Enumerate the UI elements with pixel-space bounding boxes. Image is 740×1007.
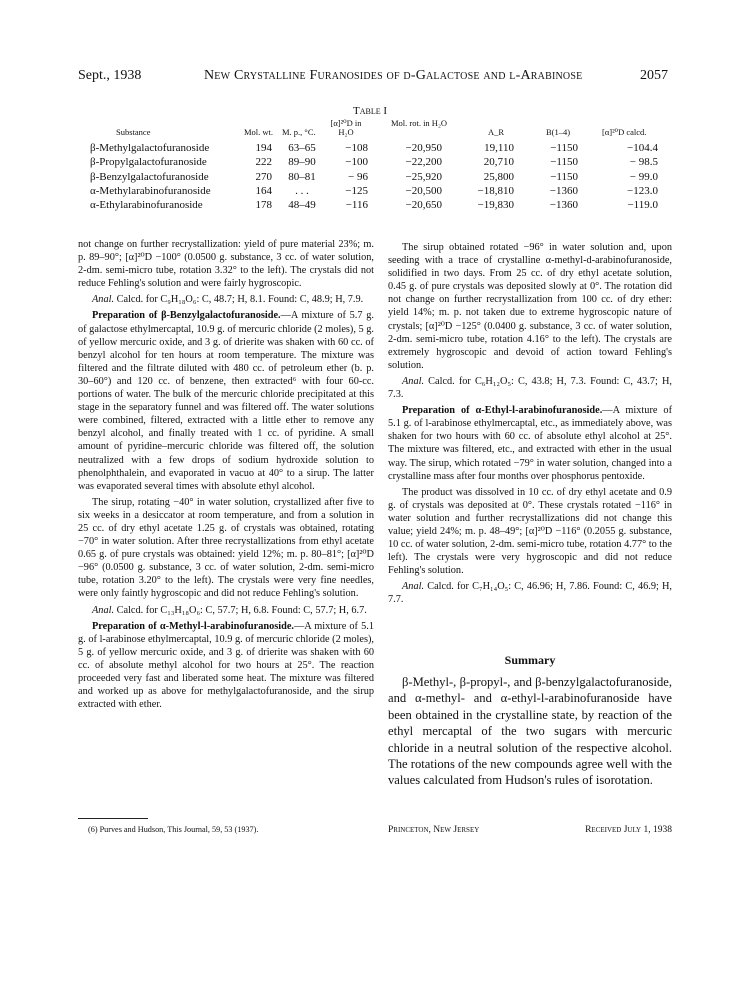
- left-column: [78, 238, 374, 711]
- table-cell-ar: −19,830: [477, 199, 514, 212]
- section-heading: Preparation of β-Benzylgalactofuranoside.: [92, 310, 281, 322]
- table-row: [90, 156, 670, 169]
- table-cell-molrot: −25,920: [405, 170, 442, 183]
- table-cell-rotation: −108: [345, 142, 368, 154]
- table-cell-substance: β-Benzylgalactofuranoside: [90, 170, 209, 183]
- body-paragraph: The sirup obtained rotated −96° in water solution and, upon seeding with a trace of crystalline α-methyl-d-arabinofuranoside, solidified in two days. From 25 cc. of dry ethyl acetate solution, 0.45 g. of pure crystals was deposited slowly at 0°. The rotation did not change on further recrystallization from 100 cc. of dry ether: yield 14%; m. p. not taken due to extreme hygroscopic nature of crystals; [α]²⁰D −125° (0.0400 g. substance, 3 cc. of water solution, 2-dm. semi-micro tube, rotation 4.16° to the left). The crystals are extremely hygroscopic and devoid of action toward Fehling's solution.: [388, 242, 672, 371]
- table-cell-substance: β-Methylgalactofuranoside: [90, 142, 210, 154]
- summary-body: [388, 674, 672, 789]
- table-cell-molrot: −20,950: [405, 142, 442, 154]
- analysis-label: Anal.: [92, 604, 115, 616]
- section-paragraph: [78, 309, 374, 492]
- analysis-line: [388, 580, 672, 606]
- table-cell-ar: 19,110: [484, 142, 514, 154]
- table-cell-rotation: −125: [345, 184, 368, 197]
- table-cell-calcd: − 99.0: [629, 170, 658, 183]
- table-cell-ar: 20,710: [483, 156, 514, 169]
- table-cell-b14: −1360: [549, 184, 578, 197]
- body-paragraph: The product was dissolved in 10 cc. of dry ethyl acetate and 0.9 g. of crystals was deposited at 0°. These crystals rotated −116° in water solution and further recrystallizations did not change this value; yield 24%; m. p. 48–49°; [α]²⁰D −116° (0.2055 g. substance, 10 cc. of water solution, 2-dm. semi-micro tube, rotation 4.77° to the left). The crystals were very hygroscopic and did not reduce Fehling's solution.: [388, 486, 672, 577]
- analysis-line: [78, 604, 374, 617]
- table-cell-b14: −1150: [550, 170, 578, 183]
- analysis-line: [388, 375, 672, 401]
- table-row: [90, 171, 670, 184]
- table-caption: Table I: [352, 105, 388, 117]
- table-cell-b14: −1360: [549, 199, 578, 212]
- footnote: (6) Purves and Hudson, This Journal, 59, 53 (1937).: [88, 825, 259, 834]
- section-text: —A mixture of 5.1 g. of l-arabinose ethylmercaptal, etc., as immediately above, was shaken for two hours with 60 cc. of absolute ethyl alcohol at 25°. The mixture was filtered, etc., and extracted with ether in the usual way. The sirup, which rotated −79° in water solution, changed into a crystalline mass after four months over phosphorus pentoxide.: [388, 405, 672, 482]
- table-header-calcd: [α]²⁰D calcd.: [602, 127, 647, 137]
- table-cell-rotation: −116: [345, 199, 368, 212]
- table-row: [90, 199, 670, 212]
- analysis-label: Anal.: [402, 375, 425, 387]
- table-cell-molwt: 164: [255, 184, 272, 197]
- table-header-molwt: Mol. wt.: [244, 127, 274, 137]
- right-column: [388, 238, 672, 607]
- signoff-received: Received July 1, 1938: [585, 825, 672, 835]
- table-header-b14: B(1–4): [546, 127, 571, 137]
- table-header-substance: Substance: [116, 127, 151, 137]
- analysis-text: Calcd. for C₁₃H₁₈O₆: C, 57.7; H, 6.8. Found: C, 57.7; H, 6.7.: [116, 604, 367, 616]
- table-header-molrot: Mol. rot. in H₂O: [390, 118, 448, 128]
- analysis-text: Calcd. for C₆H₁₂O₅: C, 43.8; H, 7.3. Found: C, 43.7; H, 7.3.: [388, 375, 673, 401]
- section-paragraph: [388, 404, 672, 483]
- table-cell-b14: −1150: [550, 142, 578, 154]
- section-heading: Preparation of α-Ethyl-l-arabinofuranoside.: [402, 405, 603, 417]
- table-cell-calcd: − 98.5: [629, 156, 658, 169]
- section-paragraph: [78, 620, 374, 712]
- analysis-label: Anal.: [402, 581, 425, 593]
- table-cell-calcd: −104.4: [627, 142, 658, 154]
- table-row: [90, 185, 670, 198]
- body-paragraph: The sirup, rotating −40° in water solution, crystallized after five to six weeks in a desiccator at room temperature, and from a solution in 25 cc. of dry ethyl acetate 1.25 g. of crystals was obtained, rotating −70° in water solution. After three recrystallizations from ethyl acetate 0.65 g. of pure crystals was obtained: yield 12%; m. p. 80–81°; [α]²⁰D −96° (0.0500 g. substance, 3 cc. of water solution, 2-dm. semi-micro tube, rotation 3.20° to the left). The crystals were very fine needles, were only faintly hygroscopic and did not reduce Fehling's solution.: [78, 496, 374, 600]
- table-cell-ar: −18,810: [477, 184, 514, 197]
- table-cell-mp: . . .: [295, 184, 309, 197]
- table-cell-mp: 48–49: [288, 199, 316, 212]
- analysis-text: Calcd. for C₇H₁₄O₅: C, 46.96; H, 7.86. Found: C, 46.9; H, 7.7.: [388, 581, 673, 606]
- running-header: [78, 68, 668, 88]
- table-cell-molrot: −20,500: [405, 184, 442, 197]
- header-title: New Crystalline Furanosides of d-Galactose and l-Arabinose: [204, 68, 583, 83]
- analysis-label: Anal.: [92, 294, 115, 306]
- analysis-line: [78, 293, 374, 306]
- table-cell-ar: 25,800: [483, 170, 514, 183]
- table-row: [90, 142, 670, 155]
- table-header-rotation: [α]²⁰D in H₂O: [330, 118, 362, 137]
- table-cell-molwt: 222: [255, 156, 272, 169]
- table-cell-rotation: − 96: [348, 170, 368, 183]
- table-cell-substance: α-Ethylarabinofuranoside: [90, 199, 203, 212]
- table-cell-rotation: −100: [345, 156, 368, 169]
- table-cell-mp: 63–65: [288, 142, 316, 154]
- summary-text: β-Methyl-, β-propyl-, and β-benzylgalactofuranoside, and α-methyl- and α-ethyl-l-arabinofuranoside have been obtained in the crystalline state, by reaction of the ethyl mercaptal of the two sugars with mercuric chloride in a neutral solution of the respective alcohol. The rotations of the new compounds agree well with the values calculated from Hudson's rules of isorotation.: [388, 675, 672, 788]
- table-cell-molwt: 178: [255, 199, 272, 212]
- header-date: Sept., 1938: [78, 68, 142, 83]
- table-cell-substance: α-Methylarabinofuranoside: [90, 184, 211, 197]
- summary-title: Summary: [504, 653, 556, 667]
- section-text: —A mixture of 5.1 g. of l-arabinose ethylmercaptal, 10.9 g. of mercuric chloride (2 moles), 5 g. of yellow mercuric oxide, and 3 g. of drierite was shaken with 60 cc. of absolute methyl alcohol for two hours at 25°. The reaction proceeded very fast and liberated some heat. The mixture was filtered and worked up as above for methylgalactofuranoside, and the sirup extracted with ether.: [78, 620, 374, 711]
- table-cell-molwt: 270: [255, 170, 272, 183]
- section-text: —A mixture of 5.7 g. of galactose ethylmercaptal, 10.9 g. of mercuric chloride (2 moles), 5 g. of yellow mercuric oxide, and 3 g. of drierite was shaken with 60 cc. of benzyl alcohol for ten hours at room temperature. The mixture was filtered and the filtrate diluted with 480 cc. of petroleum ether (b. p. 30–60°) and 120 cc. of benzene, then extracted⁶ with four 60-cc. portions of water. The bulk of the mercuric chloride precipitated at this stage in the separatory funnel and was filtered off. The water solutions were combined, filtered, extracted with a little ether to remove any benzyl alcohol, and finally treated with 1 cc. of pyridine. A small amount of pyridine–mercuric chloride was filtered off, the solution neutralized with a few drops of sodium hydroxide solution to phenolphthalein, and evaporated in vacuo at 40° to a sirup. The latter was evaporated several times with absolute ethyl alcohol.: [78, 310, 374, 492]
- section-heading: Preparation of α-Methyl-l-arabinofuranoside.: [92, 620, 294, 632]
- page-number: 2057: [640, 68, 668, 83]
- signoff-place: Princeton, New Jersey: [388, 825, 480, 835]
- analysis-text: Calcd. for C₉H₁₈O₆: C, 48.7; H, 8.1. Found: C, 48.9; H, 7.9.: [116, 294, 364, 306]
- table-cell-calcd: −123.0: [627, 184, 658, 197]
- table-cell-molrot: −20,650: [405, 199, 442, 212]
- table-cell-molrot: −22,200: [405, 156, 442, 169]
- table-cell-molwt: 194: [255, 142, 272, 154]
- table-cell-b14: −1150: [550, 156, 578, 169]
- body-paragraph: not change on further recrystallization: yield of pure material 23%; m. p. 89–90°; [α]²⁰D −100° (0.0500 g. substance, 3 cc. of water solution, 2-dm. semi-micro tube, rotation 3.32° to the left). The crystals did not reduce Fehling's solution and were fairly hygroscopic.: [78, 239, 374, 290]
- table-cell-substance: β-Propylgalactofuranoside: [90, 156, 207, 169]
- table-header-ar: A_R: [488, 127, 505, 137]
- table-cell-mp: 80–81: [288, 170, 316, 183]
- table-header-mp: M. p., °C.: [282, 127, 316, 137]
- table-cell-mp: 89–90: [288, 156, 316, 169]
- table-cell-calcd: −119.0: [627, 199, 658, 212]
- footnote-rule: [78, 818, 148, 819]
